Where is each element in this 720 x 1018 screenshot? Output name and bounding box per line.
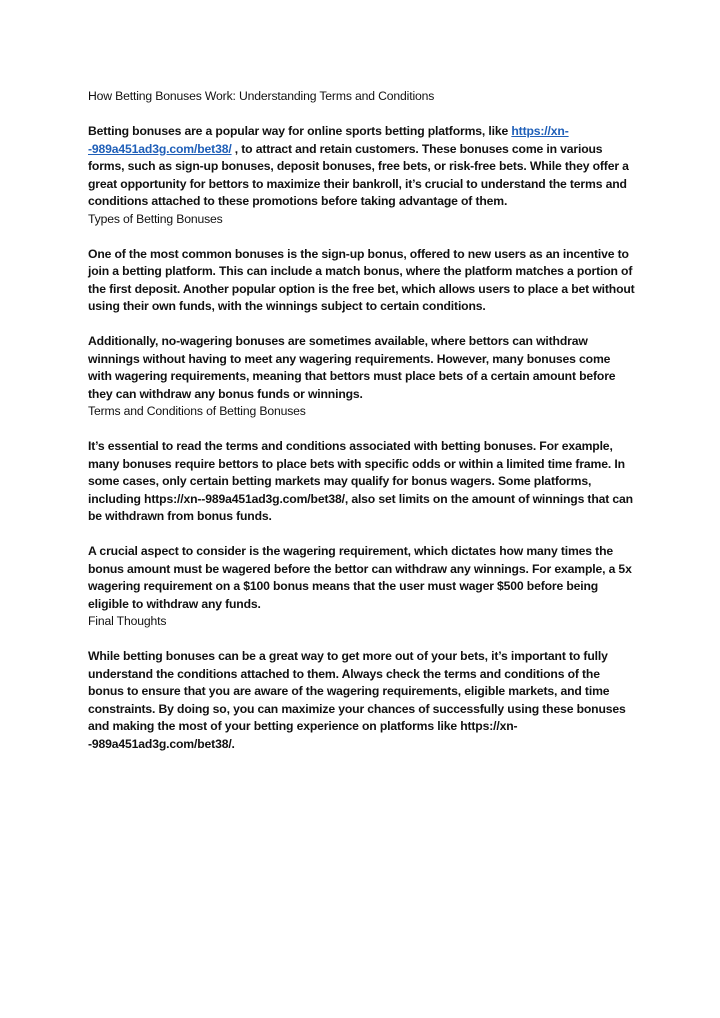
document-title: How Betting Bonuses Work: Understanding Terms and Conditions bbox=[88, 89, 435, 103]
spacer bbox=[88, 316, 636, 334]
intro-paragraph bbox=[88, 123, 636, 211]
terms-paragraph-1: It’s essential to read the terms and conditions associated with betting bonuses. For example, many bonuses require bettors to place bets with specific odds or within a limited time frame. In some cases, only certain betting markets may qualify for bonus wagers. Some platforms, including https://xn--989a451ad3g.com/bet38/, also set limits on the amount of winnings that can be withdrawn from bonus funds. bbox=[88, 439, 633, 523]
bet38-link[interactable]: https://xn--989a451ad3g.com/bet38/ bbox=[88, 124, 569, 156]
final-paragraph: While betting bonuses can be a great way to get more out of your bets, it’s important to fully understand the conditions attached to them. Always check the terms and conditions of the bonus to ensure that you are aware of the wagering requirements, eligible markets, and time constraints. By doing so, you can maximize your chances of successfully using these bonuses and making the most of your betting experience on platforms like https://xn--989a451ad3g.com/bet38/. bbox=[88, 649, 626, 751]
intro-text-after-link: , to attract and retain customers. These bonuses come in various forms, such as sign-up bonuses, deposit bonuses, free bets, or risk-free bets. While they offer a great opportunity for bettors to maximize their bankroll, it’s crucial to understand the terms and conditions attached to these promotions before taking advantage of them. bbox=[88, 141, 629, 208]
section-heading-terms: Terms and Conditions of Betting Bonuses bbox=[88, 404, 306, 418]
terms-paragraph-2: A crucial aspect to consider is the wagering requirement, which dictates how many times the bonus amount must be wagered before the bettor can withdraw any winnings. For example, a 5x wagering requirement on a $100 bonus means that the user must wager $500 before being eligible to withdraw any funds. bbox=[88, 544, 632, 611]
spacer bbox=[88, 526, 636, 544]
section-heading-types: Types of Betting Bonuses bbox=[88, 211, 223, 226]
spacer bbox=[88, 421, 636, 439]
document-page bbox=[88, 88, 636, 753]
section-heading-final: Final Thoughts bbox=[88, 614, 167, 628]
spacer bbox=[88, 106, 636, 124]
intro-text-before-link: Betting bonuses are a popular way for online sports betting platforms, like bbox=[88, 124, 512, 138]
spacer bbox=[88, 631, 636, 649]
types-paragraph-1: One of the most common bonuses is the sign-up bonus, offered to new users as an incentive to join a betting platform. This can include a match bonus, where the platform matches a portion of the first deposit. Another popular option is the free bet, which allows users to place a bet without using their own funds, with the winnings subject to certain conditions. bbox=[88, 246, 635, 313]
spacer bbox=[88, 228, 636, 246]
types-paragraph-2: Additionally, no-wagering bonuses are sometimes available, where bettors can withdraw winnings without having to meet any wagering requirements. However, many bonuses come with wagering requirements, meaning that bettors must place bets of a certain amount before they can withdraw any bonus funds or winnings. bbox=[88, 334, 616, 401]
